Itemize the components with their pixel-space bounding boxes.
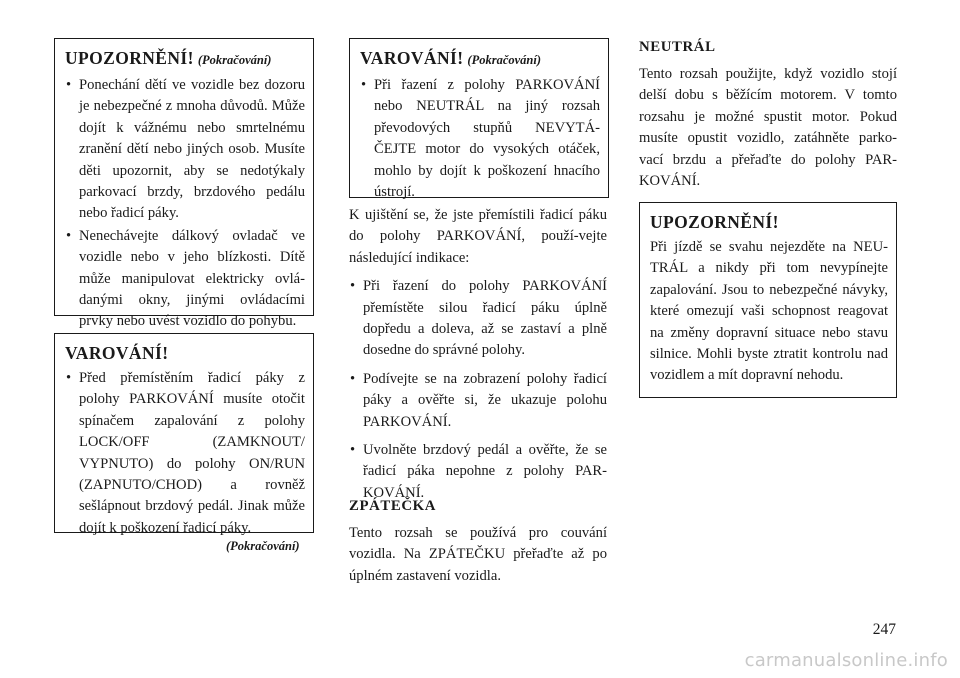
- warning-title: VAROVÁNÍ! (Pokračování): [360, 48, 542, 68]
- list-item: • Před přemístěním řadicí páky z polohy PARKOVÁNÍ musíte otočit spínačem zapalování z polohy LOCK/OFF (ZAMKNOUT/ VYPNUTO) do polohy ON/RUN (ZAPNUTO/CHOD) a rovněž sešlápnout brzdový pedál. Jinak může dojít k poškození řadicí páky.: [65, 368, 305, 539]
- park-indications: [349, 205, 607, 511]
- continued-label: (Pokračování): [197, 53, 272, 67]
- reverse-section: [349, 495, 607, 587]
- warning-box: [54, 333, 314, 536]
- caution-title: UPOZORNĚNÍ!: [650, 212, 779, 232]
- watermark: carmanualsonline.info: [744, 650, 948, 671]
- warning-bullet-list: [360, 75, 600, 203]
- caution-title: UPOZORNĚNÍ! (Pokračování): [65, 48, 272, 68]
- caution-bullet-list: [65, 75, 305, 333]
- neutral-section: [639, 36, 897, 192]
- neutral-paragraph: Tento rozsah použijte, když vozidlo stojí delší dobu s běžícím motorem. V tomto rozsahu je možné spustit motor. Pokud musíte opustit vozidlo, zatáhněte parko-vací brzdu a přeřaďte do polohy PAR-KOVÁNÍ.: [639, 66, 897, 190]
- list-item: • Ponechání dětí ve vozidle bez dozoru je nebezpečné z mnoha důvodů. Může dojít k vážnému nebo smrtelnému zranění dětí nebo jiných osob. Musíte děti upozornit, aby se nedotýkaly parkovací brzdy, brzdového pedálu nebo řadicí páky.: [65, 75, 305, 225]
- indication-list: [349, 276, 607, 504]
- page-number: 247: [872, 621, 896, 638]
- caution-box: [639, 202, 897, 398]
- warning-box-continued: [349, 38, 609, 201]
- continued-footer: (Pokračování): [226, 539, 300, 553]
- reverse-paragraph: Tento rozsah se používá pro couvání vozidla. Na ZPÁTEČKU přeřaďte až po úplném zastavení vozidla.: [349, 525, 607, 584]
- continued-label: (Pokračování): [467, 53, 542, 67]
- caution-box-continued: [54, 38, 314, 330]
- list-item: • Při řazení do polohy PARKOVÁNÍ přemístěte silou řadicí páku úplně dopředu a doleva, až se zastaví a plně dosedne do správné polohy.: [349, 276, 607, 362]
- list-item: • Uvolněte brzdový pedál a ověřte, že se řadicí páka nepohne z polohy PAR-KOVÁNÍ.: [349, 440, 607, 504]
- caution-text: Při jízdě se svahu nejezděte na NEU-TRÁL a nikdy při tom nevypínejte zapalování. Jsou to nebezpečné návyky, které omezují vaši schopnost reagovat na změny dopravní situace nebo stavu silnice. Mohli byste ztratit kontrolu nad vozidlem a mít dopravní nehodu.: [650, 239, 888, 384]
- warning-title: VAROVÁNÍ!: [65, 343, 169, 363]
- list-item: • Nenechávejte dálkový ovladač ve vozidle nebo v jeho blízkosti. Dítě může manipulovat elektricky ovlá-danými okny, jinými ovládacími prvky nebo uvést vozidlo do pohybu.: [65, 226, 305, 333]
- neutral-heading: NEUTRÁL: [639, 39, 716, 55]
- intro-paragraph: K ujištění se, že jste přemístili řadicí páku do polohy PARKOVÁNÍ, použí-vejte následující indikace:: [349, 207, 607, 266]
- list-item: • Při řazení z polohy PARKOVÁNÍ nebo NEUTRÁL na jiný rozsah převodových stupňů NEVYTÁ-ČEJTE motor do vysokých otáček, mohlo by dojít k poškození hnacího ústrojí.: [360, 75, 600, 203]
- warning-bullet-list: [65, 368, 305, 539]
- reverse-heading: ZPÁTEČKA: [349, 498, 437, 514]
- list-item: • Podívejte se na zobrazení polohy řadicí páky a ověřte si, že ukazuje polohu PARKOVÁNÍ.: [349, 369, 607, 433]
